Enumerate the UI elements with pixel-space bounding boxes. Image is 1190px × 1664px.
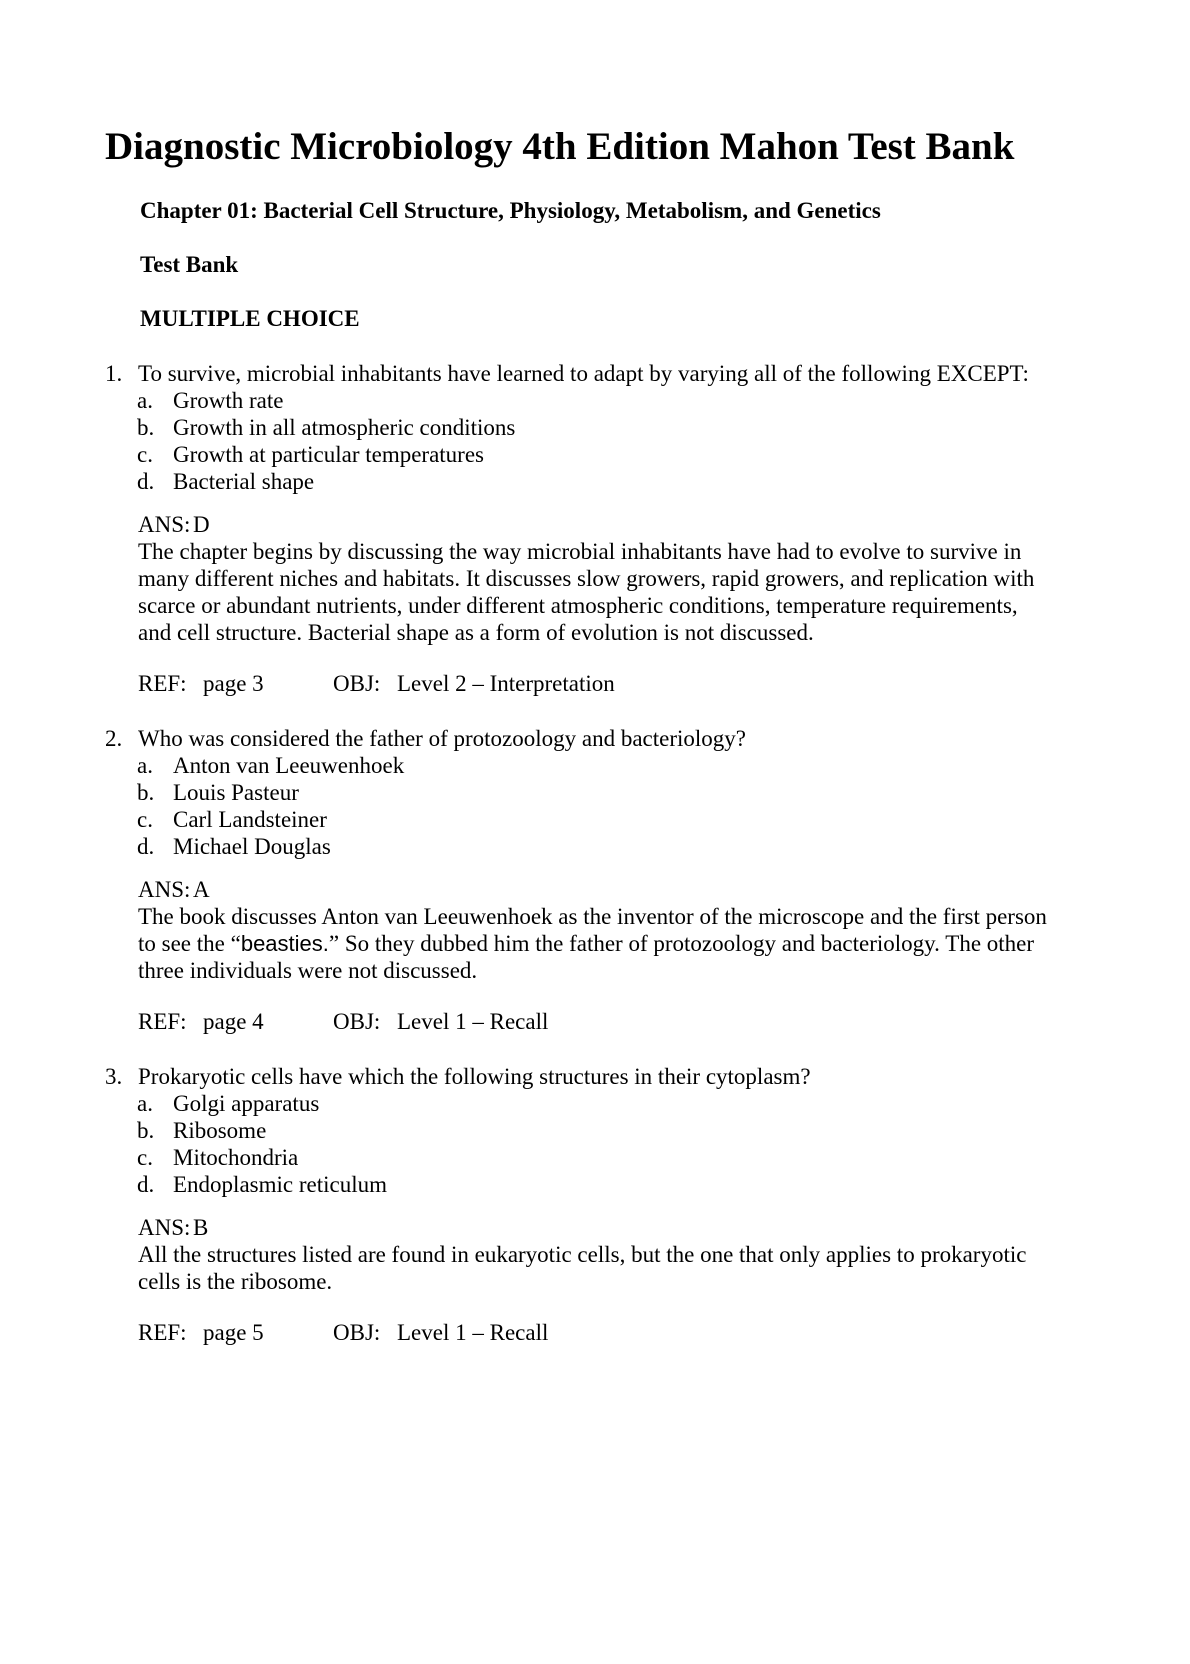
document-title: Diagnostic Microbiology 4th Edition Mahon Test Bank — [105, 125, 1015, 168]
option-text: Golgi apparatus — [173, 1091, 320, 1116]
rationale-text: The book discusses Anton van Leeuwenhoek as the inventor of the microscope and the first person to see the “ — [138, 904, 1047, 956]
document-page — [0, 124, 1190, 1664]
reference-line — [138, 670, 1190, 697]
answer-option-b — [137, 779, 1190, 806]
obj-label: OBJ: — [333, 1009, 381, 1034]
option-letter: d. — [137, 469, 155, 494]
option-letter: b. — [137, 780, 155, 805]
answer-line — [138, 1214, 1053, 1241]
answer-label: ANS: — [138, 512, 191, 537]
rationale-text: ” So they dubbed him the father of protozoology and bacteriology. The other three individuals were not discussed. — [138, 931, 1035, 983]
ref-value: page 4 — [203, 1009, 264, 1034]
answer-rationale — [138, 903, 1053, 984]
answer-value: D — [193, 512, 210, 537]
option-text: Bacterial shape — [173, 469, 315, 494]
answer-option-a — [137, 752, 1190, 779]
answer-option-a — [137, 1090, 1190, 1117]
option-text: Growth in all atmospheric conditions — [173, 415, 516, 440]
answer-option-d — [137, 833, 1190, 860]
question-stem: To survive, microbial inhabitants have learned to adapt by varying all of the following EXCEPT: — [138, 361, 1029, 386]
question-number: 3. — [105, 1064, 123, 1089]
rationale-term: beasties. — [240, 931, 329, 956]
question-3 — [0, 1063, 1190, 1346]
ref-value: page 5 — [203, 1320, 264, 1345]
option-letter: a. — [137, 388, 153, 413]
question-number: 1. — [105, 361, 123, 386]
obj-label: OBJ: — [333, 1320, 381, 1345]
option-letter: b. — [137, 1118, 155, 1143]
reference-line — [138, 1319, 1190, 1346]
answer-option-d — [137, 1171, 1190, 1198]
multiple-choice-heading: MULTIPLE CHOICE — [140, 306, 360, 331]
question-stem: Who was considered the father of protozoology and bacteriology? — [138, 726, 747, 751]
option-text: Mitochondria — [173, 1145, 299, 1170]
question-stem-row — [105, 1063, 1190, 1090]
option-letter: c. — [137, 807, 153, 832]
answer-line — [138, 876, 1053, 903]
ref-label: REF: — [138, 671, 187, 696]
question-stem-row — [105, 360, 1190, 387]
option-text: Carl Landsteiner — [173, 807, 327, 832]
answer-block — [138, 876, 1053, 984]
obj-value: Level 1 – Recall — [397, 1320, 549, 1345]
option-text: Louis Pasteur — [173, 780, 299, 805]
option-text: Growth at particular temperatures — [173, 442, 485, 467]
option-letter: c. — [137, 442, 153, 467]
ref-label: REF: — [138, 1009, 187, 1034]
answer-option-b — [137, 414, 1190, 441]
question-number: 2. — [105, 726, 123, 751]
answer-line — [138, 511, 1053, 538]
ref-value: page 3 — [203, 671, 264, 696]
answer-block — [138, 511, 1053, 646]
option-letter: c. — [137, 1145, 153, 1170]
chapter-heading: Chapter 01: Bacterial Cell Structure, Physiology, Metabolism, and Genetics — [140, 198, 881, 223]
answer-label: ANS: — [138, 877, 191, 902]
answer-label: ANS: — [138, 1215, 191, 1240]
reference-line — [138, 1008, 1190, 1035]
obj-label: OBJ: — [333, 671, 381, 696]
option-text: Anton van Leeuwenhoek — [173, 753, 405, 778]
answer-value: B — [193, 1215, 209, 1240]
answer-block — [138, 1214, 1053, 1295]
question-stem: Prokaryotic cells have which the following structures in their cytoplasm? — [138, 1064, 811, 1089]
answer-option-d — [137, 468, 1190, 495]
answer-option-c — [137, 441, 1190, 468]
answer-option-c — [137, 1144, 1190, 1171]
option-letter: d. — [137, 1172, 155, 1197]
answer-option-b — [137, 1117, 1190, 1144]
question-2 — [0, 725, 1190, 1035]
obj-value: Level 2 – Interpretation — [397, 671, 615, 696]
option-text: Michael Douglas — [173, 834, 331, 859]
answer-value: A — [193, 877, 210, 902]
option-letter: a. — [137, 1091, 153, 1116]
ref-label: REF: — [138, 1320, 187, 1345]
option-letter: b. — [137, 415, 155, 440]
question-stem-row — [105, 725, 1190, 752]
answer-rationale: The chapter begins by discussing the way microbial inhabitants have had to evolve to survive in many different niches and habitats. It discusses slow growers, rapid growers, and replication with scarce or abundant nutrients, under different atmospheric conditions, temperature requirements, and cell structure. Bacterial shape as a form of evolution is not discussed. — [138, 539, 1035, 645]
answer-option-c — [137, 806, 1190, 833]
testbank-heading: Test Bank — [140, 252, 239, 277]
option-letter: a. — [137, 753, 153, 778]
obj-value: Level 1 – Recall — [397, 1009, 549, 1034]
answer-rationale: All the structures listed are found in eukaryotic cells, but the one that only applies to prokaryotic cells is the ribosome. — [138, 1242, 1027, 1294]
option-letter: d. — [137, 834, 155, 859]
question-1 — [0, 360, 1190, 697]
option-text: Growth rate — [173, 388, 284, 413]
option-text: Endoplasmic reticulum — [173, 1172, 387, 1197]
answer-option-a — [137, 387, 1190, 414]
option-text: Ribosome — [173, 1118, 267, 1143]
